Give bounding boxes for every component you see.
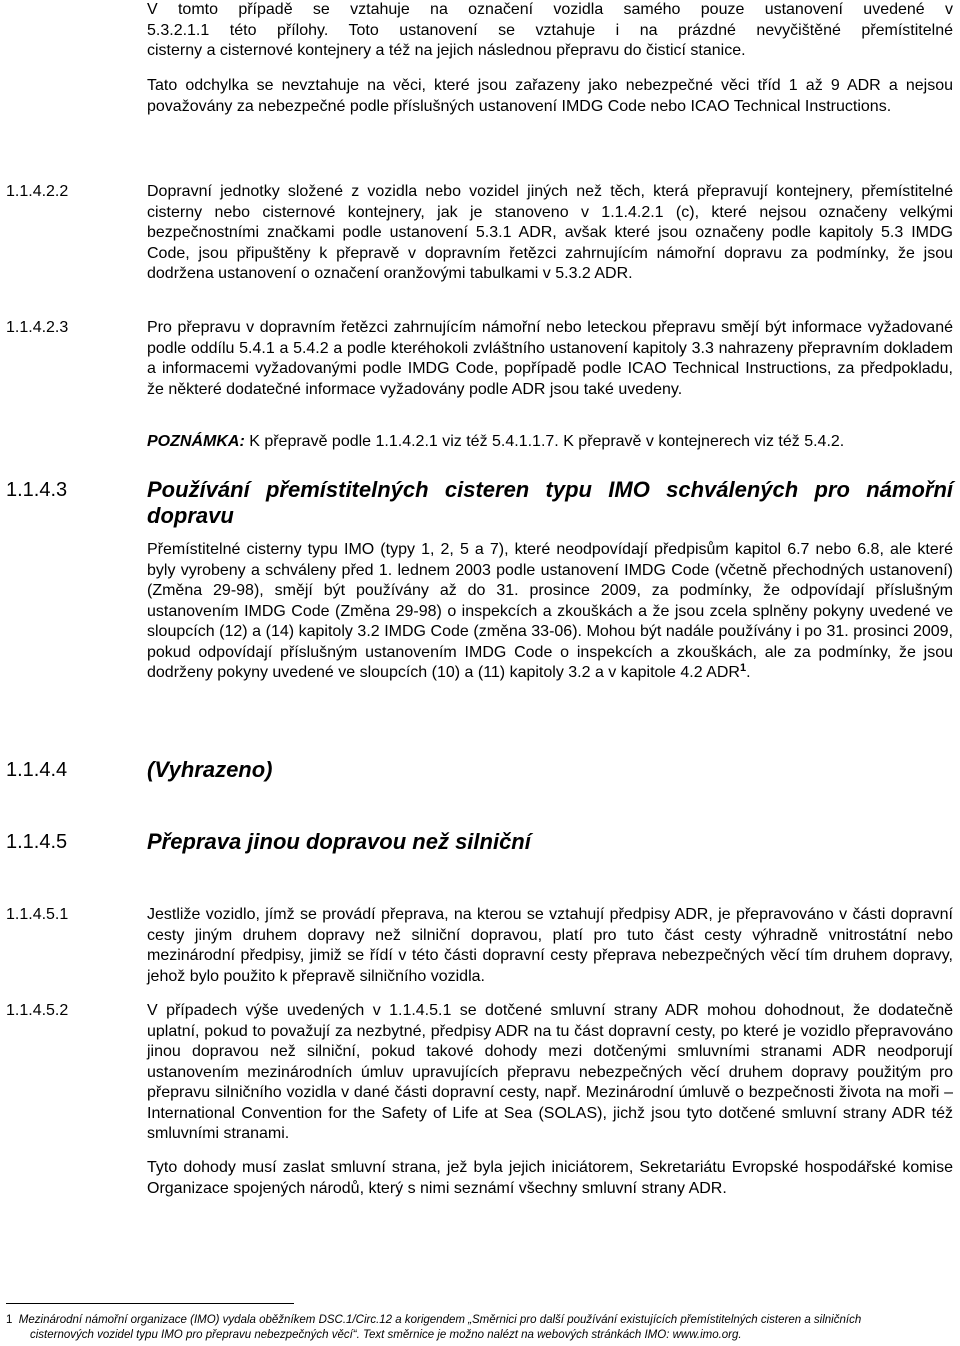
- note-text: K přepravě podle 1.1.4.2.1 viz též 5.4.1.1.7. K přepravě v kontejnerech viz též 5.4.2.: [244, 433, 845, 450]
- section-text-1-1-4-2-3: Pro přepravu v dopravním řetězci zahrnujícím námořní nebo leteckou přepravu smějí být informace vyžadované podle oddílu 5.4.1 a 5.4.2 a podle kteréhokoli zvláštního ustanovení kapitoly 3.3 nahrazeny přepravním dokladem a informacemi vyžadovanými podle IMDG Code, popřípadě podle ICAO Technical Instructions, za předpokladu, že některé dodatečné informace vyžadovány podle ADR jsou také uvedeny.: [147, 319, 953, 398]
- section-number-1-1-4-5: 1.1.4.5: [6, 831, 68, 853]
- section-text-1-1-4-5-2-b: Tyto dohody musí zaslat smluvní strana, jež byla jejich iniciátorem, Sekretariátu Evropské hospodářské komise Organizace spojených národů, který s nimi seznámí všechny smluvní strany ADR.: [147, 1159, 953, 1197]
- section-number-1-1-4-5-2: 1.1.4.5.2: [6, 1002, 69, 1019]
- section-title-1-1-4-5: Přeprava jinou dopravou než silniční: [147, 829, 531, 854]
- section-body-1-1-4-3: Přemístitelné cisterny typu IMO (typy 1, 2, 5 a 7), které neodpovídají předpisům kapitol 6.7 nebo 6.8, ale které byly vyrobeny a schváleny před 1. lednem 2003 podle ustanovení IMDG Code (včetně přechodných ustanovení) (Změna 29-98), smějí být používány až do 31. prosince 2009, za podmínky, že odpovídají příslušným ustanovením IMDG Code (Změna 29-98) o inspekcích a zkouškách a že jsou zcela splněny pokyny uvedené ve sloupcích (12) a (14) kapitoly 3.2 IMDG Code (změna 33-06). Mohou být nadále používány i po 31. prosinci 2009, pokud odpovídají příslušným ustanovením IMDG Code o inspekcích a zkouškách, ale za podmínky, že jsou dodrženy pokyny uvedené ve sloupcích (10) a (11) kapitoly 3.2 a v kapitole 4.2 ADR: [147, 541, 953, 681]
- section-end-period: .: [746, 664, 751, 681]
- section-title-1-1-4-3: [147, 477, 953, 529]
- section-text-1-1-4-5-1: Jestliže vozidlo, jímž se provádí přeprava, na kterou se vztahují předpisy ADR, je přepravováno v části dopravní cesty jiným druhem dopravy než silniční dopravou, platí pro tuto část cesty výhradně vnitrostátní nebo mezinárodní předpisy, jimiž se řídí v této části dopravní cesty přeprava nebezpečných věcí tím druhem dopravy, jehož bylo použito k přepravě silničního vozidla.: [147, 906, 953, 985]
- section-text-1-1-4-2-2: Dopravní jednotky složené z vozidla nebo vozidel jiných než těch, která přepravují kontejnery, přemístitelné cisterny nebo cisternové kontejnery, jak je stanoveno v 1.1.4.2.1 (c), které nejsou označeny velkými bezpečnostními značkami podle ustanovení 5.3.1 ADR, avšak které jsou označeny podle kapitoly 5.3 IMDG Code, jsou připuštěny k přepravě v dopravním řetězci zahrnujícím námořní dopravu za podmínky, že jsou dodržena ustanovení o označení oranžovými tabulkami v 5.3.2 ADR.: [147, 183, 953, 282]
- footnote-line-2: cisternových vozidel typu IMO pro přepravu nebezpečných věcí“. Text směrnice je možno nalézt na webových stránkách IMO: www.imo.org.: [30, 1329, 742, 1341]
- footnote-line-1: [6, 1313, 954, 1328]
- footnote: [6, 1313, 954, 1343]
- section-number-1-1-4-4: 1.1.4.4: [6, 759, 68, 781]
- intro-line-3: cisterny a cisternové kontejnery a též na jejich následnou přepravu do čisticí stanice.: [147, 42, 746, 59]
- note-label: POZNÁMKA:: [147, 433, 245, 450]
- section-text-1-1-4-5-2: V případech výše uvedených v 1.1.4.5.1 se dotčené smluvní strany ADR mohou dohodnout, že dodatečně uplatní, pokud to považují za nezbytné, předpisy ADR na tu část dopravní cesty, po které je vozidlo přepravováno jinou dopravou než silniční, pokud takové dohody mezi dotčenými smluvními stranami ADR neodporují ustanovením mezinárodních úmluv upravujících přepravu nebezpečných věcí druhem dopravy použitým pro přepravu silničního vozidla v dané části dopravní cesty, např. Mezinárodní úmluvě o bezpečnosti života na moři – International Convention for the Safety of Life at Sea (SOLAS), jichž jsou tyto dotčené smluvní strany ADR též smluvními stranami.: [147, 1002, 953, 1142]
- section-number-1-1-4-2-2: 1.1.4.2.2: [6, 183, 69, 200]
- section-title-line-2: dopravu: [147, 503, 234, 528]
- section-title-1-1-4-4: (Vyhrazeno): [147, 757, 273, 782]
- footnote-separator: [6, 1303, 294, 1304]
- footnote-text-1: Mezinárodní námořní organizace (IMO) vydala oběžníkem DSC.1/Circ.12 a korigendem „Směrnici pro další používání existujících přemístitelných cisteren a silničních: [18, 1314, 862, 1326]
- section-number-1-1-4-3: 1.1.4.3: [6, 479, 68, 501]
- section-number-1-1-4-2-3: 1.1.4.2.3: [6, 319, 69, 336]
- section-text-1-1-4-3: [147, 540, 953, 684]
- section-title-line-1: Používání přemístitelných cisteren typu IMO schválených pro námořní: [147, 477, 953, 502]
- footnote-mark: 1: [6, 1314, 13, 1326]
- intro-line-1: V tomto případě se vztahuje na označení vozidla samého pouze ustanovení uvedené v: [147, 1, 953, 18]
- intro-paragraph-1: [147, 0, 953, 62]
- footnote-reference: 1: [739, 662, 747, 674]
- intro-paragraph-2: Tato odchylka se nevztahuje na věci, které jsou zařazeny jako nebezpečné věci tříd 1 až 9 ADR a nejsou považovány za nebezpečné podle příslušných ustanovení IMDG Code nebo ICAO Technical Instructions.: [147, 77, 953, 115]
- note-paragraph: [147, 432, 953, 453]
- section-number-1-1-4-5-1: 1.1.4.5.1: [6, 906, 69, 923]
- intro-line-2: 5.3.2.1.1 této přílohy. Toto ustanovení se vztahuje i na prázdné nevyčištěné přemístitelné: [147, 21, 953, 39]
